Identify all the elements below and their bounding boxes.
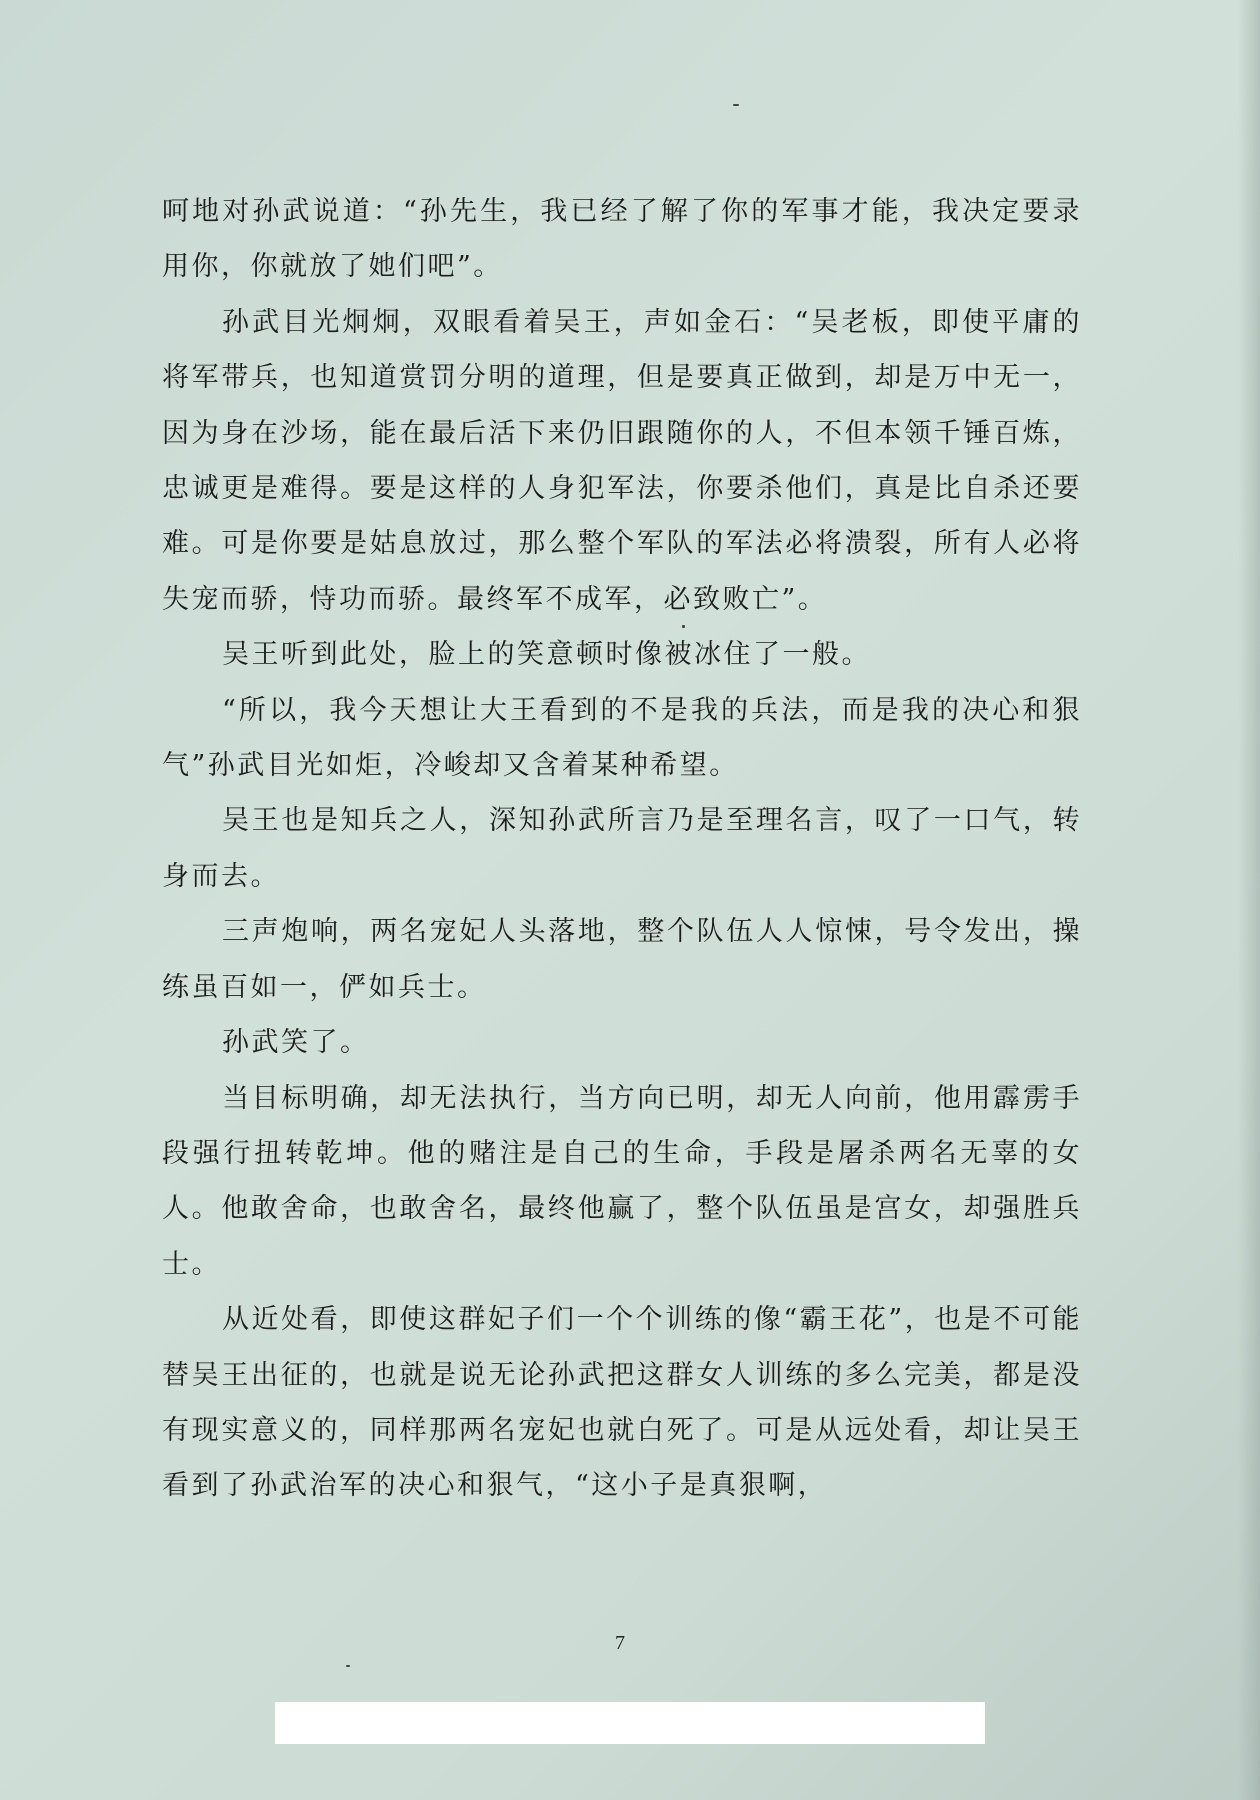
paragraph: 吴王也是知兵之人，深知孙武所言乃是至理名言，叹了一口气，转身而去。 <box>162 805 1082 892</box>
paragraph: “所以，我今天想让大王看到的不是我的兵法，而是我的决心和狠气”孙武目光如炬，冷峻却又含着某种希望。 <box>162 694 1082 782</box>
scan-speck <box>733 104 739 106</box>
page-number: 7 <box>615 1632 625 1654</box>
paragraph: 吴王听到此处，脸上的笑意顿时像被冰住了一般。 <box>222 639 871 671</box>
redaction-bar <box>275 1702 985 1744</box>
paragraph: 呵地对孙武说道：“孙先生，我已经了解了你的军事才能，我决定要录用你，你就放了她们吧”。 <box>162 196 1082 283</box>
paragraph: 孙武目光炯炯，双眼看着吴王，声如金石：“吴老板，即使平庸的将军带兵，也知道赏罚分明的道理，但是要真正做到，却是万中无一，因为身在沙场，能在最后活下来仍旧跟随你的人，不但本领千锤百炼，忠诚更是难得。要是这样的人身犯军法，你要杀他们，真是比自杀还要难。可是你要是姑息放过，那么整个军队的军法必将溃裂，所有人必将失宠而骄，恃功而骄。最终军不成军，必致败亡”。 <box>162 306 1082 615</box>
scan-speck <box>346 1665 350 1667</box>
paragraph: 从近处看，即使这群妃子们一个个训练的像“霸王花”，也是不可能替吴王出征的，也就是说无论孙武把这群女人训练的多么完美，都是没有现实意义的，同样那两名宠妃也就白死了。可是从远处看，却让吴王看到了孙武治军的决心和狠气，“这小子是真狠啊， <box>162 1304 1082 1502</box>
text-body <box>162 184 1082 1514</box>
scan-speck <box>682 625 685 628</box>
paragraph: 三声炮响，两名宠妃人头落地，整个队伍人人惊悚，号令发出，操练虽百如一，俨如兵士。 <box>162 916 1082 1003</box>
paragraph: 孙武笑了。 <box>222 1027 370 1059</box>
paragraph: 当目标明确，却无法执行，当方向已明，却无人向前，他用霹雳手段强行扭转乾坤。他的赌注是自己的生命，手段是屠杀两名无辜的女人。他敢舍命，也敢舍名，最终他赢了，整个队伍虽是宫女，却强胜兵士。 <box>162 1082 1082 1280</box>
